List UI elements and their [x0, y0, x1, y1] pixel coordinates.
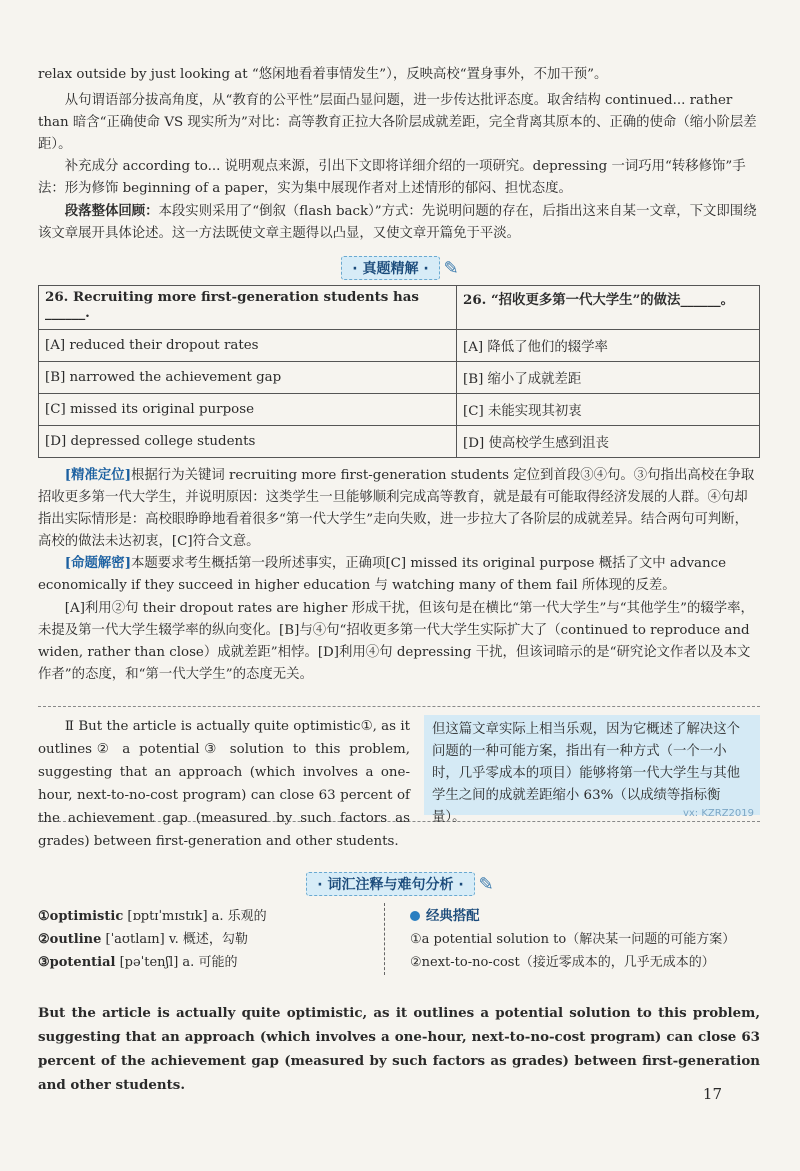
decode-label: [命题解密] [64, 555, 132, 571]
collocation-title: 经典搭配 [426, 909, 480, 924]
table-row [39, 286, 760, 330]
option-a-zh: [A] 降低了他们的辍学率 [457, 330, 760, 362]
summary-text: 本段实则采用了“倒叙（flash back）”方式：先说明问题的存在，后指出这来自某一文章，下文即围绕该文章展开具体论述。这一方法既使文章主题得以凸显，又使文章开篇免于平淡。 [38, 204, 757, 241]
option-d-zh: [D] 使高校学生感到沮丧 [457, 426, 760, 458]
passage-block [38, 706, 760, 849]
list-item [38, 905, 267, 928]
vocab-def: [pəˈtenʃl] a. 可能的 [115, 955, 238, 970]
option-c-en: [C] missed its original purpose [39, 394, 457, 426]
section-title: · 词汇注释与难句分析 · [306, 872, 474, 896]
paragraph-supplement: 补充成分 according to... 说明观点来源，引出下文即将详细介绍的一项研究。depressing 一词巧用“转移修饰”手法：形为修饰 beginning of a paper，实为集中展现作者对上述情形的郁闷、担忧态度。 [38, 159, 746, 196]
passage-numeral: Ⅱ [64, 719, 74, 734]
vocab-def: [ˈaʊtlaɪn] v. 概述，勾勒 [101, 932, 248, 947]
pen-icon: ✎ [478, 873, 494, 895]
vocab-def: [ɒptɪˈmɪstɪk] a. 乐观的 [123, 909, 267, 924]
pen-icon: ✎ [443, 257, 459, 279]
watermark: vx: KZRZ2019 [682, 808, 754, 819]
question-stem-en: 26. Recruiting more first-generation students has ______. [39, 286, 457, 330]
collocation-box [410, 905, 735, 974]
section-title: · 真题精解 · [341, 256, 439, 280]
locate-text: 根据行为关键词 recruiting more first-generation students 定位到首段③④句。③句指出高校在争取招收更多第一代大学生，并说明原因：这类学生一旦能够顺利完成高等教育，就是最有可能取得经济发展的人群。④句却指出实际情形是：高校眼睁睁地看着很多“第一代大学生”走向失败，进一步拉大了各阶层的成就差异。结合两句可判断，高校的做法未达初衷，[C]符合文意。 [38, 468, 755, 549]
locate-label: [精准定位] [64, 467, 132, 483]
section-header-vocab [280, 873, 520, 895]
summary-label: 段落整体回顾： [64, 203, 159, 219]
list-item: ②next-to-no-cost（接近零成本的，几乎无成本的） [410, 955, 715, 970]
vocab-word: ②outline [38, 932, 102, 947]
passage-english [38, 715, 410, 853]
page-number: 17 [702, 1085, 722, 1103]
option-a-en: [A] reduced their dropout rates [39, 330, 457, 362]
difficult-sentence: But the article is actually quite optimistic, as it outlines a potential solution to this problem, suggesting that an approach (which involves a one-hour, next-to-no-cost program) can close 63 percent of the achievement gap (measured by such factors as grades) between first-generation and other students. [38, 1005, 760, 1094]
table-row [39, 330, 760, 362]
table-row [39, 362, 760, 394]
bullet-icon [410, 911, 420, 921]
option-b-zh: [B] 缩小了成就差距 [457, 362, 760, 394]
passage-en-text: But the article is actually quite optimistic①, as it outlines② a potential③ solution to this problem, suggesting that an approach (which involves a one-hour, next-to-no-cost program) can close 63 percent of the achievement gap (measured by such factors as grades) between first-generation and other students. [38, 719, 410, 849]
analysis-distractors: [A]利用②句 their dropout rates are higher 形成干扰，但该句是在横比“第一代大学生”与“其他学生”的辍学率，未提及第一代大学生辍学率的纵向变化。[B]与④句“招收更多第一代大学生实际扩大了（continued to reproduce and widen, rather than close）成就差距”相悖。[D]利用④句 depressing 干扰，但该词暗示的是“研究论文作者以及本文作者”的态度，和“第一代大学生”的态度无关。 [38, 601, 754, 682]
question-table [38, 285, 760, 458]
vocab-word: ①optimistic [38, 909, 124, 924]
decode-text: 本题要求考生概括第一段所述事实，正确项[C] missed its original purpose 概括了文中 advance economically if they succeed in higher education 与 watching many of them fail 所体现的反差。 [38, 556, 727, 593]
analysis-locate [38, 464, 758, 553]
question-stem-zh: 26. “招收更多第一代大学生”的做法______。 [457, 286, 760, 330]
paragraph-summary [38, 200, 758, 245]
table-row [39, 394, 760, 426]
paragraph-clause-analysis: 从句谓语部分拔高角度，从“教育的公平性”层面凸显问题，进一步传达批评态度。取舍结构 continued... rather than 暗含“正确使命 VS 现实所为”对比：高等教育正拉大各阶层成就差距，完全背离其原本的、正确的使命（缩小阶层差距）。 [38, 93, 757, 152]
option-b-en: [B] narrowed the achievement gap [39, 362, 457, 394]
vocab-word: ③potential [38, 955, 116, 970]
table-row [39, 426, 760, 458]
divider [384, 903, 386, 975]
list-item [38, 928, 267, 951]
analysis-decode [38, 552, 758, 597]
list-item [38, 951, 267, 974]
paragraph-continuation: relax outside by just looking at “悠闲地看着事情发生”），反映高校“置身事外，不加干预”。 [38, 67, 608, 82]
option-d-en: [D] depressed college students [39, 426, 457, 458]
section-header-questions [310, 257, 490, 279]
list-item: ①a potential solution to（解决某一问题的可能方案） [410, 932, 736, 947]
vocab-list [38, 905, 267, 974]
passage-chinese: 但这篇文章实际上相当乐观，因为它概述了解决这个问题的一种可能方案，指出有一种方式（一个一小时，几乎零成本的项目）能够将第一代大学生与其他学生之间的成就差距缩小 63%（以成绩等指标衡量）。 [424, 715, 760, 815]
option-c-zh: [C] 未能实现其初衷 [457, 394, 760, 426]
